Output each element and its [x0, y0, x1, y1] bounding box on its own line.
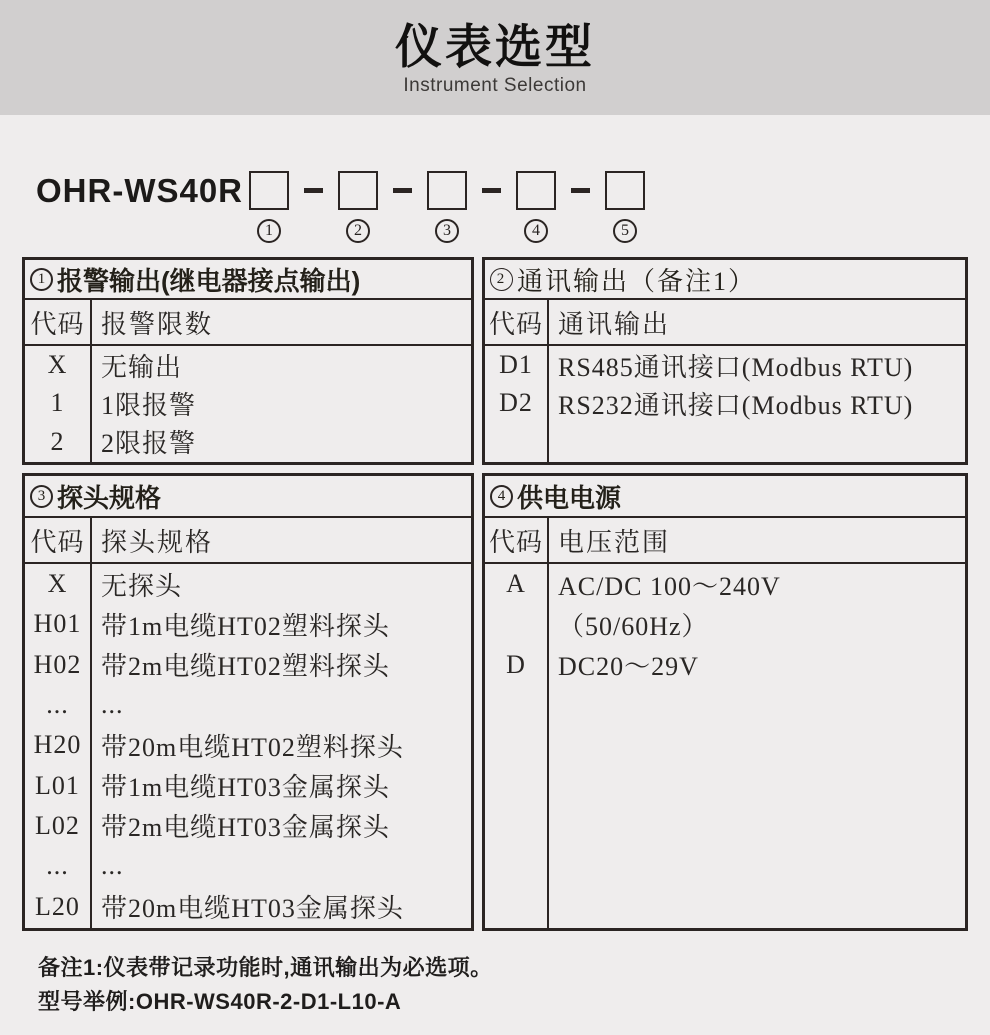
section-body [485, 346, 965, 462]
code-cell: L20 [35, 891, 80, 921]
desc-cell: RS232通讯接口(Modbus RTU) [558, 390, 914, 420]
section-power-supply [482, 473, 968, 931]
circled-number-4: 4 [524, 219, 548, 243]
dash-separator [556, 171, 605, 193]
model-slot-box-5 [605, 171, 645, 210]
model-slot-box-1 [249, 171, 289, 210]
section-title-text: 通讯输出（备注1） [517, 266, 757, 296]
desc-cell: （50/60Hz） [558, 611, 709, 641]
column-header-desc: 通讯输出 [558, 309, 671, 339]
circled-number-5: 5 [613, 219, 637, 243]
circled-number: 2 [490, 268, 513, 291]
dash-separator [289, 171, 338, 193]
section-body [25, 564, 471, 928]
desc-cell: 带2m电缆HT03金属探头 [101, 813, 390, 843]
column-header-code: 代码 [485, 300, 549, 344]
desc-cell: 带1m电缆HT02塑料探头 [101, 611, 390, 641]
code-cell: 1 [50, 388, 65, 418]
code-cell: X [47, 350, 68, 380]
code-cell: H01 [33, 609, 82, 639]
dash-separator [378, 171, 427, 193]
code-cell: L02 [35, 810, 80, 840]
desc-cell: DC20～29V [558, 652, 699, 682]
code-cell: 2 [50, 426, 65, 456]
section-title [485, 476, 965, 518]
section-probe-spec [22, 473, 474, 931]
model-slot-1 [249, 171, 289, 243]
model-slot-box-4 [516, 171, 556, 210]
page-subtitle: Instrument Selection [403, 75, 587, 97]
section-title-text: 供电电源 [517, 482, 622, 513]
selection-table [22, 257, 968, 931]
desc-column [549, 564, 965, 928]
desc-cell: 带1m电缆HT03金属探头 [101, 773, 390, 803]
desc-cell: RS485通讯接口(Modbus RTU) [558, 352, 914, 382]
circled-number: 1 [30, 268, 53, 291]
model-slot-4 [516, 171, 556, 243]
code-cell: H20 [33, 730, 82, 760]
column-header-row [485, 518, 965, 564]
column-header-desc: 探头规格 [101, 527, 214, 557]
code-column [485, 346, 549, 462]
circled-number-3: 3 [435, 219, 459, 243]
desc-cell: 2限报警 [101, 429, 197, 459]
desc-cell: 带20m电缆HT02塑料探头 [101, 732, 404, 762]
code-cell: X [47, 569, 68, 599]
circled-number-1: 1 [257, 219, 281, 243]
column-header-row [485, 300, 965, 346]
section-body [485, 564, 965, 928]
section-alarm-output [22, 257, 474, 465]
code-cell: D1 [499, 350, 533, 380]
desc-cell: 带20m电缆HT03金属探头 [101, 894, 404, 924]
column-header-desc: 报警限数 [101, 309, 214, 339]
code-cell: H02 [33, 649, 82, 679]
section-title [25, 260, 471, 300]
desc-cell: 无输出 [101, 352, 183, 382]
desc-cell: 带2m电缆HT02塑料探头 [101, 652, 390, 682]
desc-cell: ... [101, 851, 124, 881]
desc-cell: ... [101, 690, 124, 720]
code-cell: ... [46, 851, 69, 881]
section-title [485, 260, 965, 300]
section-title-text: 探头规格 [57, 482, 162, 513]
column-header-code: 代码 [485, 518, 549, 562]
model-slot-2 [338, 171, 378, 243]
code-cell: D2 [499, 388, 533, 418]
desc-cell: 1限报警 [101, 390, 197, 420]
column-header-code: 代码 [25, 300, 92, 344]
model-code-diagram [0, 171, 990, 245]
column-header-row [25, 518, 471, 564]
dash-separator [467, 171, 516, 193]
model-prefix: OHR-WS40R [36, 172, 244, 209]
section-body [25, 346, 471, 462]
column-header-code: 代码 [25, 518, 92, 562]
code-column [485, 564, 549, 928]
section-title [25, 476, 471, 518]
code-column [25, 346, 92, 462]
desc-cell: 无探头 [101, 571, 183, 601]
note-model-example: 型号举例:OHR-WS40R-2-D1-L10-A [38, 989, 402, 1014]
page-title: 仪表选型 [395, 19, 595, 73]
desc-cell: AC/DC 100～240V [558, 571, 781, 601]
section-title-text: 报警输出(继电器接点输出) [57, 265, 361, 296]
model-slot-box-2 [338, 171, 378, 210]
code-cell: L01 [35, 770, 80, 800]
banner [0, 0, 990, 115]
circled-number: 3 [30, 485, 53, 508]
column-header-row [25, 300, 471, 346]
circled-number-2: 2 [346, 219, 370, 243]
column-header-desc: 电压范围 [558, 527, 671, 557]
model-slot-3 [427, 171, 467, 243]
desc-column [92, 346, 471, 462]
model-slot-5 [605, 171, 645, 243]
note-remark-1: 备注1:仪表带记录功能时,通讯输出为必选项。 [38, 955, 493, 980]
model-slot-box-3 [427, 171, 467, 210]
circled-number: 4 [490, 485, 513, 508]
code-column [25, 564, 92, 928]
notes [38, 951, 990, 1019]
code-cell: A [506, 569, 526, 599]
desc-column [92, 564, 471, 928]
code-cell: D [506, 649, 526, 679]
code-cell: ... [46, 690, 69, 720]
section-comm-output [482, 257, 968, 465]
desc-column [549, 346, 965, 462]
